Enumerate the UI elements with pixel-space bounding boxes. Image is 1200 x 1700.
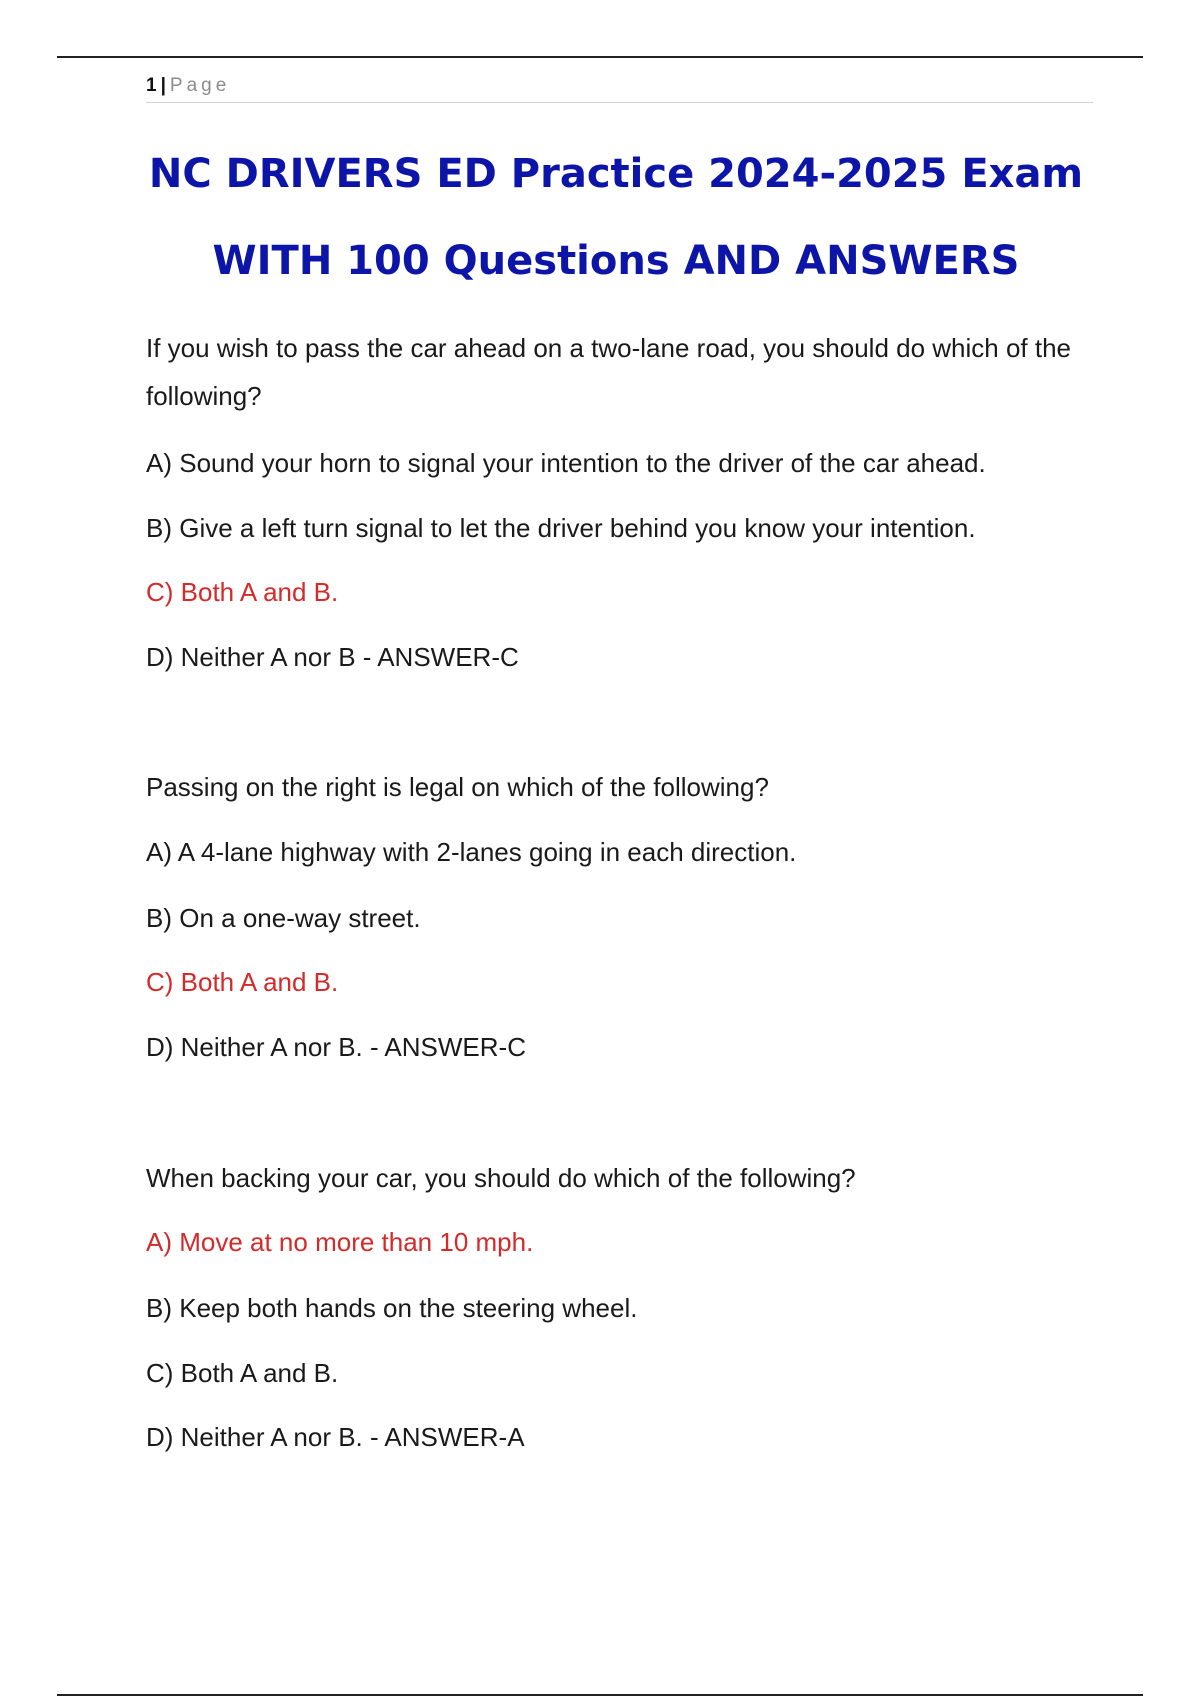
page-label: Page [169, 75, 231, 96]
bottom-rule [57, 1694, 1143, 1696]
question-1-option-b: B) Give a left turn signal to let the driver behind you know your intention. [146, 513, 976, 543]
document-title-line-1: NC DRIVERS ED Practice 2024-2025 Exam [148, 151, 1084, 197]
page-number: 1 [146, 75, 157, 96]
question-2-option-b: B) On a one-way street. [146, 903, 421, 933]
question-2-option-d: D) Neither A nor B. - ANSWER-C [146, 1032, 526, 1062]
question-1-text: If you wish to pass the car ahead on a two-lane road, you should do which of the following? [146, 333, 1072, 411]
top-rule [57, 56, 1143, 58]
question-3-option-c: C) Both A and B. [146, 1358, 339, 1388]
question-1-option-d: D) Neither A nor B - ANSWER-C [146, 642, 519, 672]
question-3-option-b: B) Keep both hands on the steering wheel. [146, 1293, 638, 1323]
question-1-option-c: C) Both A and B. [146, 577, 339, 607]
document-title-line-2: WITH 100 Questions AND ANSWERS [212, 238, 1020, 284]
question-2-option-c: C) Both A and B. [146, 967, 339, 997]
question-2-text: Passing on the right is legal on which of the following? [146, 772, 769, 802]
question-2-option-a: A) A 4-lane highway with 2-lanes going in each direction. [146, 837, 797, 867]
question-1-option-a: A) Sound your horn to signal your intention to the driver of the car ahead. [146, 448, 986, 478]
question-3-option-d: D) Neither A nor B. - ANSWER-A [146, 1422, 525, 1452]
question-3-text: When backing your car, you should do which of the following? [146, 1163, 856, 1193]
question-3-option-a: A) Move at no more than 10 mph. [146, 1227, 534, 1257]
page-header [146, 74, 1093, 103]
page-separator: | [160, 75, 166, 96]
